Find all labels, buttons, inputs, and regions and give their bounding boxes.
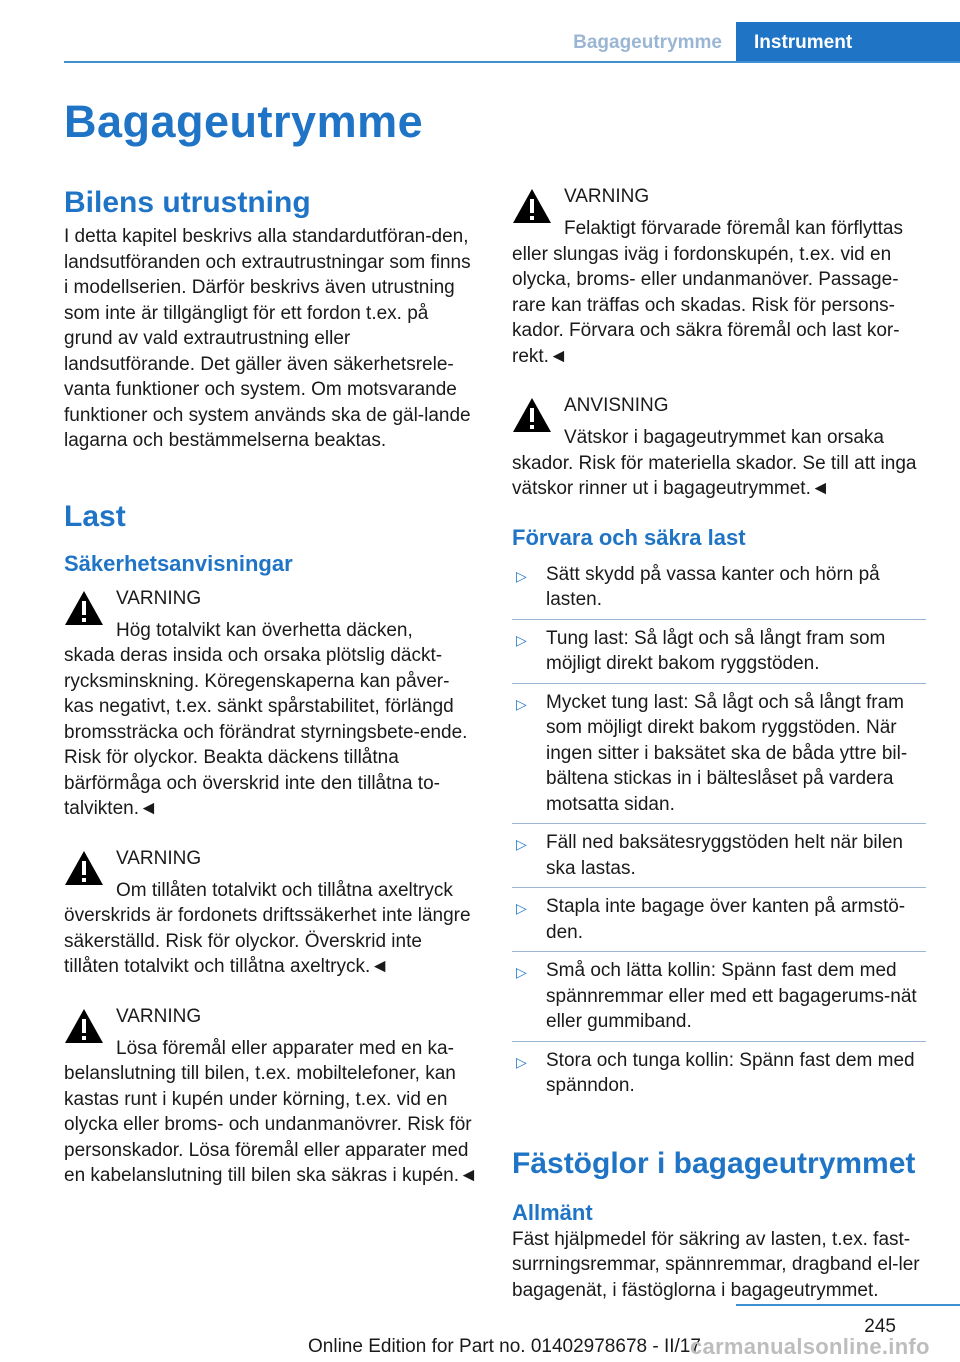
list-item-text: Mycket tung last: Så lågt och så långt fram som möjligt direkt bakom ryggstöden. När ingen sitter i baksätet ska de båda yttre bil-bältena stickas in i bälteslåset på vardera motsatta sidan. xyxy=(546,691,908,815)
warning-label: VARNING xyxy=(564,186,650,207)
general-text: Fäst hjälpmedel för säkring av lasten, t.ex. fast-surrningsremmar, spännremmar, dragband el-ler bagagenät, i fästöglorna i bagageutrymmet. xyxy=(512,1228,920,1301)
notice-first-line: Vätskor i bagageutrymmet kan orsaka xyxy=(564,427,884,448)
equipment-text: I detta kapitel beskrivs alla standardutföran-den, landsutföranden och extrautrustningar som finns i modellserien. Därför beskrivs även utrustning som inte är tillgängligt för ett fordon t.ex. på grund av vald extrautrustning eller landsutförande. Det gäller även säkerhetsrele-vanta funktioner och system. Om motsvarande funktioner och system används ska de gäl-lande lagarna och bestämmelserna beaktas. xyxy=(64,226,471,451)
header-chapter-tab: Instrument xyxy=(736,22,960,62)
general-heading: Allmänt xyxy=(512,1199,593,1225)
page-number: 245 xyxy=(864,1316,896,1337)
triangle-bullet-icon: ▷ xyxy=(516,1053,527,1070)
list-item-text: Stapla inte bagage över kanten på armstö-den. xyxy=(546,896,906,943)
notice-text: skador. Risk för materiella skador. Se till att inga vätskor rinner ut i bagageutrymmet.◄ xyxy=(512,452,917,499)
triangle-bullet-icon: ▷ xyxy=(516,695,527,712)
warning-first-line: Lösa föremål eller apparater med en ka- xyxy=(116,1037,454,1059)
warning-label: VARNING xyxy=(116,587,202,609)
list-item-text: Tung last: Så lågt och så långt fram som möjligt direkt bakom ryggstöden. xyxy=(546,627,886,674)
warning-first-line: Om tillåten totalvikt och tillåtna axeltryck xyxy=(116,879,453,901)
warning-block xyxy=(64,846,478,980)
list-item-text: Fäll ned baksätesryggstöden helt när bilen ska lastas. xyxy=(546,832,904,879)
list-item xyxy=(512,1048,926,1105)
warning-block xyxy=(64,1004,478,1189)
store-load-heading: Förvara och säkra last xyxy=(512,524,746,550)
warning-block xyxy=(512,184,926,369)
warning-text: belanslutning till bilen, t.ex. mobiltelefoner, kan kastas runt i kupén under körning, t.ex. vid en olycka eller broms- och undanmanövrer. Risk för personskador. Lösa föremål eller apparater med en kabelanslutning till bilen ska säkras i kupén.◄ xyxy=(64,1063,478,1186)
list-item xyxy=(512,894,926,952)
list-item xyxy=(512,958,926,1042)
warning-first-line: Felaktigt förvarade föremål kan förflyttas xyxy=(564,218,903,239)
warning-triangle-icon xyxy=(64,850,104,886)
watermark: carmanualsonline.info xyxy=(690,1334,930,1359)
left-column xyxy=(64,184,478,1189)
list-item xyxy=(512,690,926,825)
load-heading: Last xyxy=(64,499,126,533)
warning-first-line: Hög totalvikt kan överhetta däcken, xyxy=(116,619,413,641)
equipment-heading: Bilens utrustning xyxy=(64,186,311,219)
triangle-bullet-icon: ▷ xyxy=(516,836,527,852)
footer-rule xyxy=(736,1304,960,1306)
triangle-bullet-icon: ▷ xyxy=(516,567,527,584)
warning-triangle-icon xyxy=(512,188,552,224)
list-item-text: Stora och tunga kollin: Spänn fast dem med spänndon. xyxy=(546,1049,915,1096)
list-item-text: Små och lätta kollin: Spänn fast dem med spännremmar eller med ett bagagerums-nät eller gummiband. xyxy=(546,960,917,1032)
notice-block xyxy=(512,393,926,502)
right-column xyxy=(512,184,926,1303)
warning-triangle-icon xyxy=(64,1008,104,1044)
warning-label: VARNING xyxy=(116,847,202,869)
list-item xyxy=(512,562,926,620)
warning-text: eller slungas iväg i fordonskupén, t.ex. vid en olycka, broms- eller undanmanöver. Passage-rare kan träffas och skadas. Risk för persons-kador. Förvara och säkra föremål och last kor-rekt.◄ xyxy=(512,243,900,367)
warning-triangle-icon xyxy=(64,590,104,626)
triangle-bullet-icon: ▷ xyxy=(516,631,527,648)
list-item-text: Sätt skydd på vassa kanter och hörn på lasten. xyxy=(546,563,880,610)
warning-text: skada deras insida och orsaka plötslig däckt-rycksminskning. Köregenskaperna kan påver-kas negativt, t.ex. sänkt spårstabilitet, förlängd bromssträcka och förändrat styrningsbete-ende. Risk för olyckor. Beakta däckens tillåtna bärförmåga och överskrid inte den tillåtna to-talvikten.◄ xyxy=(64,645,468,819)
page-title: Bagageutrymme xyxy=(64,96,424,147)
triangle-bullet-icon: ▷ xyxy=(516,964,527,980)
warning-label: VARNING xyxy=(116,1005,202,1027)
load-bullet-list xyxy=(512,562,926,1105)
list-item xyxy=(512,626,926,684)
header-rule xyxy=(64,61,960,63)
notice-triangle-icon xyxy=(512,397,552,433)
triangle-bullet-icon: ▷ xyxy=(516,900,527,916)
header-section-label: Bagageutrymme xyxy=(573,32,722,53)
warning-text: överskrids är fordonets driftssäkerhet inte längre säkerställd. Risk för olyckor. Överskrid inte tillåten totalvikt och tillåtna axeltryck.◄ xyxy=(64,905,471,977)
list-item xyxy=(512,830,926,888)
warning-block xyxy=(64,586,478,822)
notice-label: ANVISNING xyxy=(564,395,669,416)
eyelets-heading: Fästöglor i bagageutrymmet xyxy=(512,1146,916,1180)
edition-text: Online Edition for Part no. 01402978678 - II/17 xyxy=(308,1336,701,1357)
safety-heading: Säkerhetsanvisningar xyxy=(64,550,293,576)
